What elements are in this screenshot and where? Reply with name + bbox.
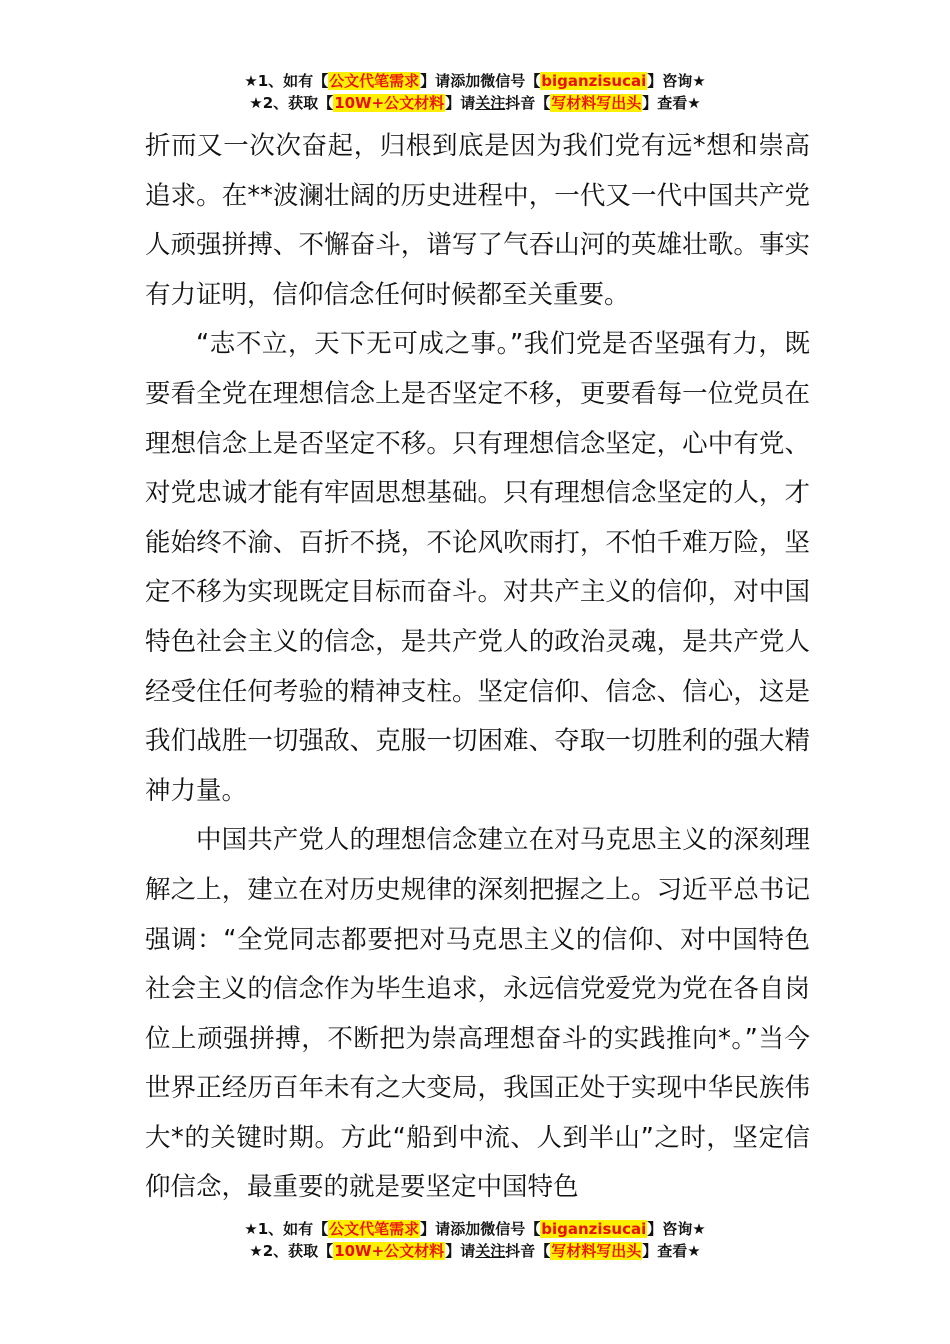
highlight-materials: 10W+公文材料 <box>334 94 445 112</box>
highlight-service: 公文代笔需求 <box>329 72 420 90</box>
banner-text: ★1、如有【 <box>244 1220 329 1238</box>
banner-text: 微信号【 <box>480 72 541 90</box>
paragraph: 中国共产党人的理想信念建立在对马克思主义的深刻理解之上，建立在对历史规律的深刻把握之上。习近平总书记强调：“全党同志都要把对马克思主义的信仰、对中国特色社会主义的信念作为毕生追求，永远信党爱党为党在各自岗位上顽强拼搏，不断把为崇高理想奋斗的实践推向*。”当今世界正经历百年未有之大变局，我国正处于实现中华民族伟大*的关键时期。方此“船到中流、人到半山”之时，坚定信仰信念，最重要的就是要坚定中国特色 <box>145 825 810 1203</box>
banner-text: 】请 <box>445 94 476 112</box>
highlight-materials: 10W+公文材料 <box>334 1242 445 1260</box>
banner-text: 】请 <box>420 72 451 90</box>
highlight-douyin-account: 写材料写出头 <box>551 1242 642 1260</box>
banner-emphasis: 添加 <box>450 72 481 90</box>
banner-emphasis: 添加 <box>450 1220 481 1238</box>
banner-line-1 <box>0 1218 950 1240</box>
banner-emphasis: 关注 <box>475 94 506 112</box>
banner-text: 】请 <box>420 1220 451 1238</box>
banner-text: 】咨询★ <box>647 1220 706 1238</box>
highlight-douyin-account: 写材料写出头 <box>551 94 642 112</box>
banner-text: 抖音【 <box>505 1242 551 1260</box>
banner-text: ★2、获取【 <box>249 1242 334 1260</box>
banner-emphasis: 关注 <box>475 1242 506 1260</box>
banner-text: 】查看★ <box>642 1242 701 1260</box>
highlight-wechat-id: biganzisucai <box>541 72 647 90</box>
banner-text: 】咨询★ <box>647 72 706 90</box>
banner-text: 微信号【 <box>480 1220 541 1238</box>
banner-text: 】查看★ <box>642 94 701 112</box>
highlight-wechat-id: biganzisucai <box>541 1220 647 1238</box>
paragraph: “志不立，天下无可成之事。”我们党是否坚强有力，既要看全党在理想信念上是否坚定不移，更要看每一位党员在理想信念上是否坚定不移。只有理想信念坚定，心中有党、对党忠诚才能有牢固思想基础。只有理想信念坚定的人，才能始终不渝、百折不挠，不论风吹雨打，不怕千难万险，坚定不移为实现既定目标而奋斗。对共产主义的信仰，对中国特色社会主义的信念，是共产党人的政治灵魂，是共产党人经受住任何考验的精神支柱。坚定信仰、信念、信心，这是我们战胜一切强敌、克服一切困难、夺取一切胜利的强大精神力量。 <box>145 329 810 806</box>
footer-banner <box>0 1218 950 1262</box>
banner-line-2 <box>0 92 950 114</box>
banner-text: ★1、如有【 <box>244 72 329 90</box>
paragraph: 折而又一次次奋起，归根到底是因为我们党有远*想和崇高追求。在**波澜壮阔的历史进程中，一代又一代中国共产党人顽强拼搏、不懈奋斗，谱写了气吞山河的英雄壮歌。事实有力证明，信仰信念任何时候都至关重要。 <box>145 131 810 310</box>
banner-text: 抖音【 <box>505 94 551 112</box>
header-banner <box>0 70 950 114</box>
document-body <box>145 122 810 1213</box>
highlight-service: 公文代笔需求 <box>329 1220 420 1238</box>
banner-line-1 <box>0 70 950 92</box>
banner-line-2 <box>0 1240 950 1262</box>
banner-text: ★2、获取【 <box>249 94 334 112</box>
banner-text: 】请 <box>445 1242 476 1260</box>
